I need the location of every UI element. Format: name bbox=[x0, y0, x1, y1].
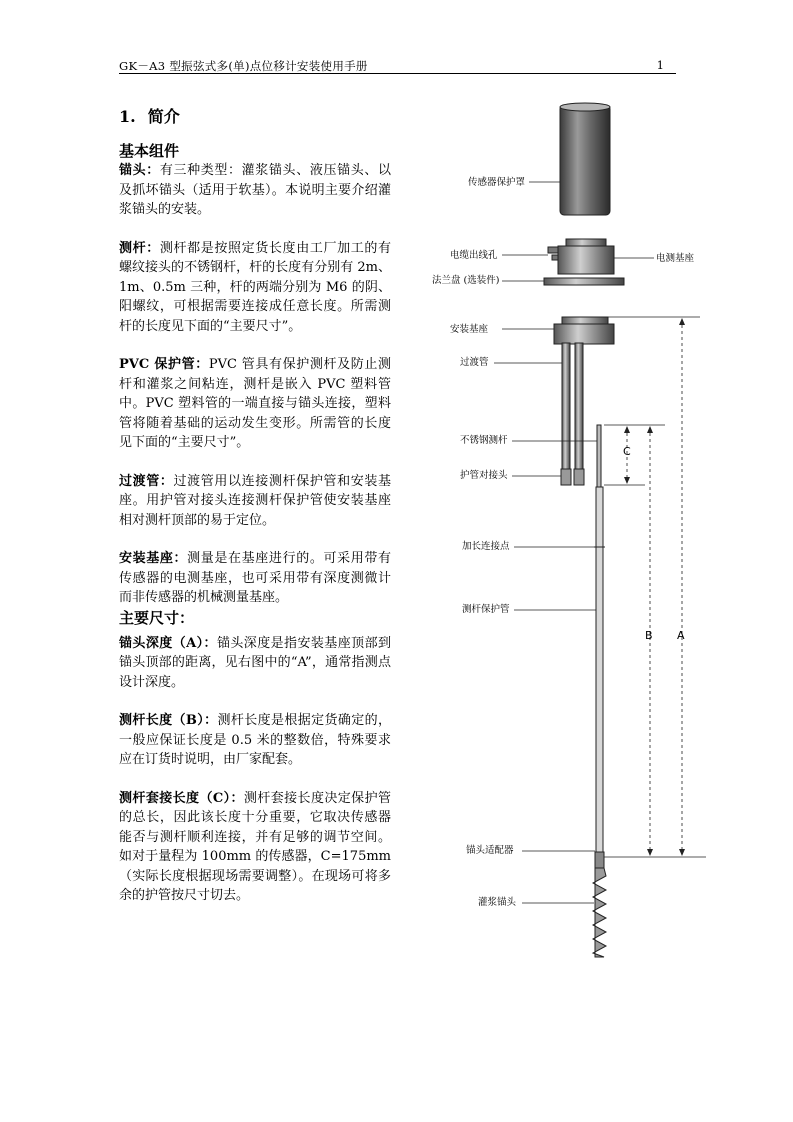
label-steel-rod: 不锈钢测杆 bbox=[460, 435, 508, 446]
anchor-paragraph bbox=[119, 161, 391, 220]
label-mount-base: 安装基座 bbox=[450, 324, 489, 335]
label-pipe-coupler: 护管对接头 bbox=[460, 470, 508, 481]
mount-text: 测量是在基座进行的。可采用带有传感器的电测基座，也可采用带有深度测微计而非传感器的机械测量基座。 bbox=[119, 551, 391, 605]
anchor-term: 锚头： bbox=[119, 163, 160, 178]
rod-length-text: 测杆长度是根据定货确定的，一般应保证长度是 0.5 米的整数倍，特殊要求应在订货时说明，由厂家配套。 bbox=[119, 713, 391, 767]
label-flange: 法兰盘 (选装件) bbox=[432, 275, 500, 286]
pvc-term: PVC 保护管： bbox=[119, 357, 209, 372]
extensometer-diagram bbox=[420, 95, 720, 975]
leader-lines bbox=[494, 182, 654, 903]
dimension-b-label: B bbox=[645, 629, 653, 642]
sleeve-length-paragraph bbox=[119, 789, 391, 906]
steel-rod-shape bbox=[597, 425, 601, 487]
sensor-cover-shape bbox=[560, 103, 610, 215]
anchor-depth-text: 锚头深度是指安装基座顶部到锚头顶部的距离，见右图中的“A”，通常指测点设计深度。 bbox=[119, 635, 391, 690]
page-header bbox=[119, 56, 676, 74]
flange-shape bbox=[544, 278, 624, 285]
rod-paragraph bbox=[119, 239, 391, 337]
anchor-text: 有三种类型：灌浆锚头、液压锚头、以及抓坏锚头（适用于软基）。本说明主要介绍灌浆锚头的安装。 bbox=[119, 163, 391, 217]
label-grout-anchor: 灌浆锚头 bbox=[478, 897, 517, 908]
sleeve-length-term: 测杆套接长度（C）： bbox=[119, 790, 244, 806]
rod-term: 测杆： bbox=[119, 240, 160, 256]
dimension-a-label: A bbox=[677, 629, 685, 642]
anchor-depth-paragraph bbox=[119, 634, 391, 693]
text-column bbox=[119, 106, 391, 925]
transition-pipes-shape bbox=[561, 343, 584, 485]
label-sensor-cover: 传感器保护罩 bbox=[468, 177, 526, 188]
rod-protector-shape bbox=[596, 487, 603, 852]
basic-components-heading: 基本组件 bbox=[119, 142, 180, 160]
page-number: 1 bbox=[656, 58, 664, 72]
dimensions-heading: 主要尺寸： bbox=[119, 608, 195, 627]
pvc-text: PVC 管具有保护测杆及防止测杆和灌浆之间粘连，测杆是嵌入 PVC 塑料管中。PVC 塑料管的一端直接与锚头连接，塑料管将随着基础的运动发生变形。所需管的长度见下面的“主要尺寸”。 bbox=[119, 357, 391, 450]
pvc-paragraph bbox=[119, 355, 391, 453]
transition-paragraph bbox=[119, 472, 391, 531]
mount-term: 安装基座： bbox=[119, 551, 188, 566]
label-transition-pipe: 过渡管 bbox=[460, 357, 489, 368]
manual-title: GK－A3 型振弦式多(单)点位移计安装使用手册 bbox=[119, 59, 368, 73]
dimension-lines bbox=[604, 317, 706, 857]
dimension-c-label: C bbox=[623, 445, 631, 458]
rod-text: 测杆都是按照定货长度由工厂加工的有螺纹接头的不锈钢杆，杆的长度有分别有 2m、1m、0.5m 三种，杆的两端分别为 M6 的阴、阳螺纹，可根据需要连接成任意长度。所需测杆的长度见下面的“主要尺寸”。 bbox=[119, 240, 391, 334]
sleeve-length-text: 测杆套接长度决定保护管的总长，因此该长度十分重要，它取决传感器能否与测杆顺利连接，并有足够的调节空间。如对于量程为 100mm 的传感器，C=175mm（实际长度根据现场需要调整）。在现场可将多余的护管按尺寸切去。 bbox=[119, 790, 391, 903]
mount-paragraph bbox=[119, 549, 391, 608]
section-number: 1. bbox=[119, 107, 136, 126]
label-cable-outlet: 电缆出线孔 bbox=[450, 250, 498, 261]
dimension-arrows bbox=[624, 318, 685, 856]
label-anchor-adapter: 锚头适配器 bbox=[466, 845, 514, 856]
label-extension-point: 加长连接点 bbox=[462, 541, 510, 552]
mount-base-shape bbox=[554, 317, 614, 344]
label-rod-protector: 测杆保护管 bbox=[462, 604, 510, 615]
diagram-drawing bbox=[420, 95, 720, 975]
grout-anchor-shape bbox=[593, 852, 606, 957]
rod-length-paragraph bbox=[119, 711, 391, 770]
label-electrical-base: 电测基座 bbox=[656, 253, 695, 264]
anchor-depth-term: 锚头深度（A）： bbox=[119, 635, 217, 651]
electrical-base-shape bbox=[548, 239, 614, 274]
section-heading bbox=[119, 106, 391, 128]
transition-term: 过渡管： bbox=[119, 473, 174, 489]
rod-length-term: 测杆长度（B）： bbox=[119, 713, 218, 728]
transition-text: 过渡管用以连接测杆保护管和安装基座。用护管对接头连接测杆保护管使安装基座相对测杆顶部的易于定位。 bbox=[119, 473, 391, 528]
section-title: 简介 bbox=[147, 107, 180, 126]
